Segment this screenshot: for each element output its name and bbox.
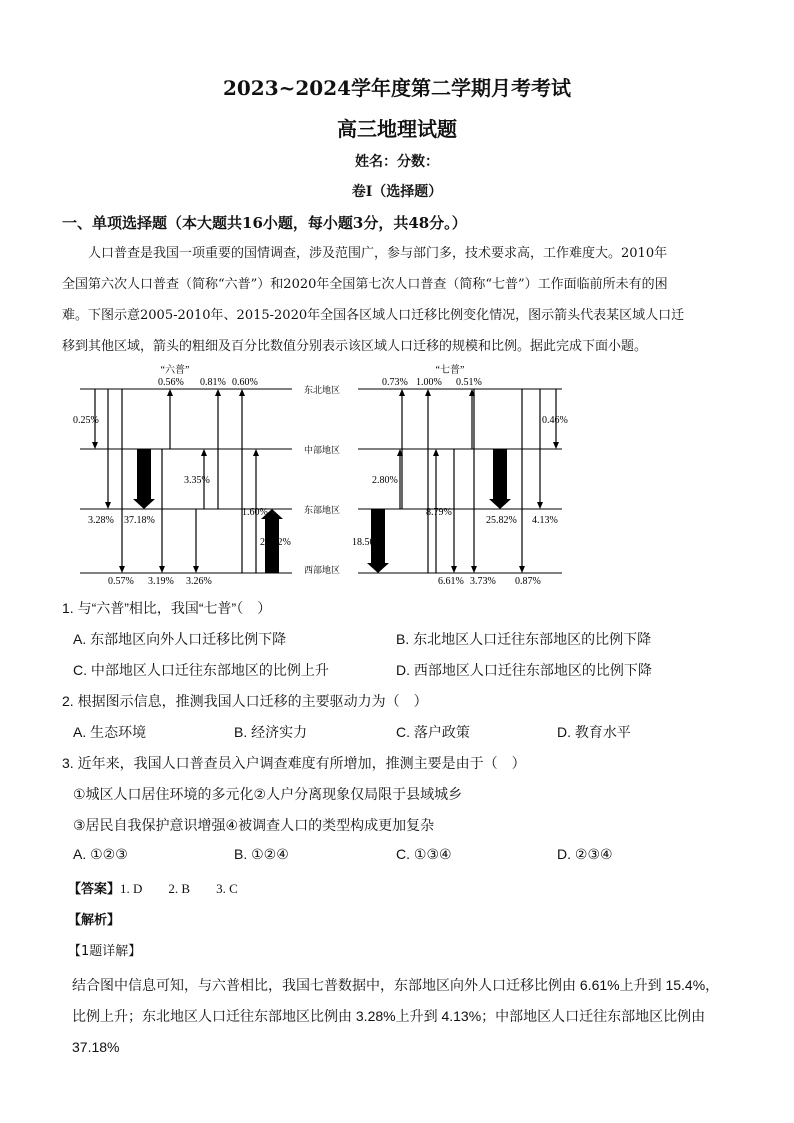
panel-title: “六普” (160, 365, 190, 376)
exam-title: 2023~2024学年度第二学期月考考试 (222, 76, 572, 100)
flow-arrow-shaft (493, 449, 507, 499)
flow-arrow-head (133, 499, 155, 509)
flow-percent-label: 1.60% (242, 507, 268, 518)
flow-percent-label: 37.18% (124, 515, 155, 526)
flow-percent-label: 0.57% (108, 576, 134, 587)
option-d[interactable]: D. ②③④ (557, 846, 613, 862)
passage-line: 难。下图示意2005-2010年、2015-2020年全国各区域人口迁移比例变化情况，图示箭头代表某区域人口迁 (62, 308, 685, 323)
option-a[interactable]: A. ①②③ (73, 846, 128, 862)
flow-arrow-head (519, 566, 525, 573)
option-a[interactable]: A. 东部地区向外人口迁移比例下降 (73, 631, 287, 647)
question-item: ③居民自我保护意识增强④被调查人口的类型构成更加复杂 (73, 817, 435, 833)
explanation-line: 结合图中信息可知，与六普相比，我国七普数据中，东部地区向外人口迁移比例由 6.61%上升到 15.4%， (72, 977, 720, 993)
region-label: 西部地区 (303, 565, 341, 575)
flow-arrow-head (119, 566, 125, 573)
flow-percent-label: 0.25% (73, 415, 99, 426)
passage-line: 全国第六次人口普查（简称“六普”）和2020年全国第七次人口普查（简称“七普”）工作面临前所未有的困 (62, 277, 668, 292)
option-a[interactable]: A. 生态环境 (73, 724, 147, 740)
answer-line (68, 878, 238, 897)
flow-percent-label: 8.79% (426, 507, 452, 518)
flow-arrow-shaft (371, 509, 385, 563)
flow-arrow-head (239, 389, 245, 396)
analysis-label: 【解析】 (68, 913, 121, 928)
flow-percent-label: 4.13% (532, 515, 558, 526)
flow-arrow-head (253, 449, 259, 456)
panel-seven-census (358, 363, 562, 573)
option-c[interactable]: C. ①③④ (396, 846, 452, 862)
flow-arrow-head (489, 499, 511, 509)
flow-arrow-head (159, 566, 165, 573)
flow-percent-label: 3.35% (184, 475, 210, 486)
detail-heading: 【1题详解】 (68, 944, 142, 959)
passage-line: 人口普查是我国一项重要的国情调查，涉及范围广，参与部门多，技术要求高，工作难度大。2010年 (88, 246, 668, 261)
flow-arrow-head (201, 449, 207, 456)
flow-percent-label: 1.00% (416, 377, 442, 388)
flow-arrow-head (92, 442, 98, 449)
flow-percent-label: 6.61% (438, 576, 464, 587)
flow-arrow-head (553, 442, 559, 449)
flow-percent-label: 2.80% (372, 475, 398, 486)
question-item: ①城区人口居住环境的多元化②人户分离现象仅局限于县域城乡 (73, 786, 463, 802)
migration-diagram (60, 362, 580, 592)
option-d[interactable]: D. 西部地区人口迁往东部地区的比例下降 (396, 662, 652, 678)
region-label: 中部地区 (303, 445, 341, 455)
flow-percent-label: 0.73% (382, 377, 408, 388)
flow-percent-label: 0.46% (542, 415, 568, 426)
flow-arrow-head (433, 449, 439, 456)
flow-arrow-head (399, 389, 405, 396)
flow-percent-label: 0.51% (456, 377, 482, 388)
flow-arrow-head (451, 566, 457, 573)
question-stem: 2. 根据图示信息，推测我国人口迁移的主要驱动力为（ ） (62, 693, 428, 709)
flow-percent-label: 23.62% (260, 537, 291, 548)
flow-percent-label: 25.82% (486, 515, 517, 526)
explanation-line: 比例上升；东北地区人口迁往东部地区比例由 3.28%上升到 4.13%；中部地区人口迁往东部地区比例由 37.18% (72, 1008, 706, 1055)
option-b[interactable]: B. 东北地区人口迁往东部地区的比例下降 (396, 631, 652, 647)
flow-arrow-head (471, 566, 477, 573)
flow-percent-label: 3.28% (88, 515, 114, 526)
flow-percent-label: 3.73% (470, 576, 496, 587)
flow-arrow-head (367, 563, 389, 573)
flow-arrow-head (193, 566, 199, 573)
flow-percent-label: 3.26% (186, 576, 212, 587)
flow-percent-label: 0.56% (158, 377, 184, 388)
option-c[interactable]: C. 中部地区人口迁往东部地区的比例上升 (73, 662, 329, 678)
option-b[interactable]: B. 经济实力 (234, 724, 308, 740)
flow-percent-label: 3.19% (148, 576, 174, 587)
question-stem: 1. 与“六普”相比，我国“七普”（ ） (62, 600, 272, 616)
flow-arrow-head (215, 389, 221, 396)
flow-arrow-head (537, 502, 543, 509)
panel-title: “七普” (435, 365, 465, 376)
flow-percent-label: 0.81% (200, 377, 226, 388)
passage-line: 移到其他区域，箭头的粗细及百分比数值分别表示该区域人口迁移的规模和比例。据此完成下面小题。 (62, 339, 648, 354)
flow-percent-label: 0.87% (515, 576, 541, 587)
question-stem: 3. 近年来，我国人口普查员入户调查难度有所增加，推测主要是由于（ ） (62, 755, 526, 771)
name-score-line: 姓名：分数： (355, 154, 439, 170)
region-label: 东北地区 (303, 385, 341, 395)
flow-percent-label: 18.50% (352, 537, 383, 548)
flow-arrow-shaft (137, 449, 151, 499)
exam-subtitle: 高三地理试题 (337, 117, 457, 141)
section-heading: 一、单项选择题（本大题共16小题，每小题3分，共48分。） (62, 214, 467, 232)
region-label: 东部地区 (303, 505, 341, 515)
answer-text: 1. D 2. B 3. C (120, 881, 238, 896)
flow-arrow-head (105, 502, 111, 509)
flow-arrow-head (167, 389, 173, 396)
flow-arrow-head (425, 389, 431, 396)
option-c[interactable]: C. 落户政策 (396, 724, 470, 740)
option-b[interactable]: B. ①②④ (234, 846, 289, 862)
option-d[interactable]: D. 教育水平 (557, 724, 631, 740)
answer-label: 【答案】 (68, 882, 121, 897)
flow-percent-label: 0.60% (232, 377, 258, 388)
volume-label: 卷I（选择题） (351, 184, 443, 200)
